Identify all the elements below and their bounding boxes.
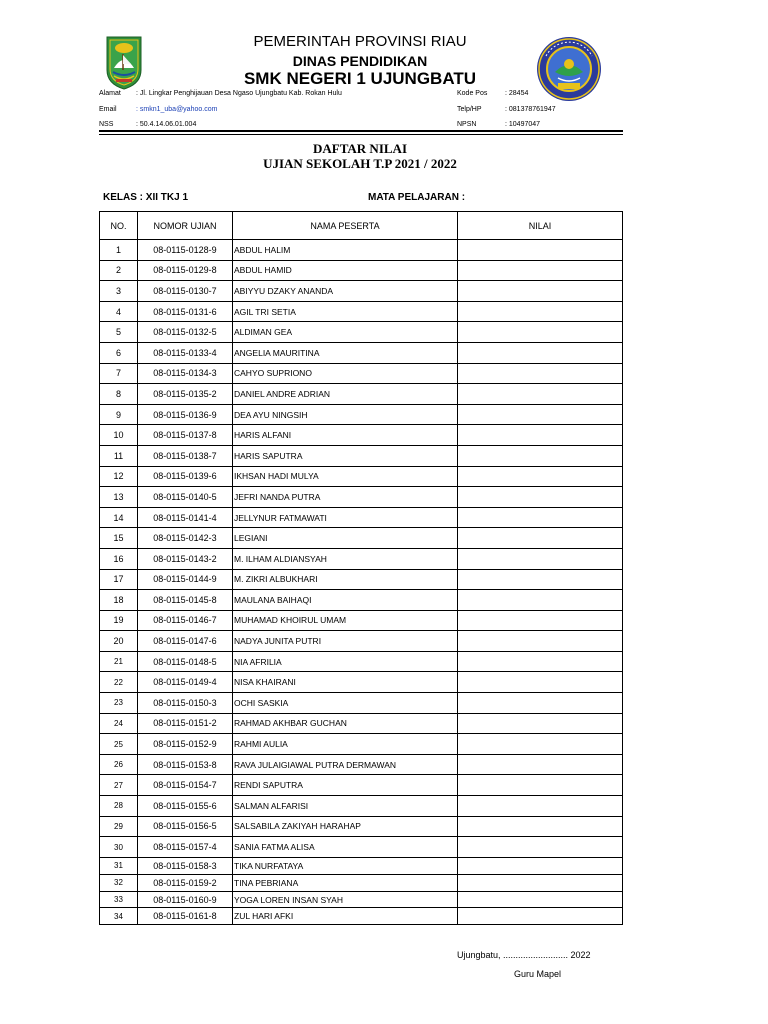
nss-value: : 50.4.14.06.01.004	[136, 121, 197, 128]
score-cell[interactable]	[458, 342, 623, 363]
score-cell[interactable]	[458, 796, 623, 817]
row-number: 17	[100, 569, 138, 590]
participant-name: M. ZIKRI ALBUKHARI	[233, 569, 458, 590]
participant-name: HARIS SAPUTRA	[233, 445, 458, 466]
exam-number: 08-0115-0140-5	[138, 487, 233, 508]
score-cell[interactable]	[458, 384, 623, 405]
score-cell[interactable]	[458, 713, 623, 734]
column-header-score: NILAI	[458, 212, 623, 240]
row-number: 9	[100, 404, 138, 425]
exam-number: 08-0115-0131-6	[138, 301, 233, 322]
exam-number: 08-0115-0130-7	[138, 281, 233, 302]
exam-number: 08-0115-0128-9	[138, 240, 233, 261]
row-number: 8	[100, 384, 138, 405]
exam-number: 08-0115-0132-5	[138, 322, 233, 343]
table-row	[100, 610, 623, 631]
exam-number: 08-0115-0158-3	[138, 857, 233, 874]
table-row	[100, 342, 623, 363]
exam-number: 08-0115-0142-3	[138, 528, 233, 549]
exam-number: 08-0115-0138-7	[138, 445, 233, 466]
participant-name: ABIYYU DZAKY ANANDA	[233, 281, 458, 302]
row-number: 25	[100, 734, 138, 755]
table-row	[100, 754, 623, 775]
score-cell[interactable]	[458, 301, 623, 322]
table-row	[100, 837, 623, 858]
participant-name: NISA KHAIRANI	[233, 672, 458, 693]
table-row	[100, 590, 623, 611]
exam-number: 08-0115-0146-7	[138, 610, 233, 631]
row-number: 21	[100, 651, 138, 672]
participant-name: SALSABILA ZAKIYAH HARAHAP	[233, 816, 458, 837]
government-heading: PEMERINTAH PROVINSI RIAU	[253, 33, 467, 50]
phone-label: Telp/HP	[457, 106, 482, 113]
participant-name: CAHYO SUPRIONO	[233, 363, 458, 384]
score-cell[interactable]	[458, 445, 623, 466]
header-divider-thick	[99, 130, 623, 132]
exam-number: 08-0115-0136-9	[138, 404, 233, 425]
table-row	[100, 363, 623, 384]
npsn-value: : 10497047	[505, 121, 541, 128]
exam-number: 08-0115-0151-2	[138, 713, 233, 734]
score-cell[interactable]	[458, 363, 623, 384]
exam-number: 08-0115-0160-9	[138, 891, 233, 908]
table-row	[100, 322, 623, 343]
column-header-participant-name: NAMA PESERTA	[233, 212, 458, 240]
table-row	[100, 693, 623, 714]
document-title: DAFTAR NILAI	[312, 141, 407, 156]
table-row	[100, 445, 623, 466]
score-cell[interactable]	[458, 466, 623, 487]
participant-name: YOGA LOREN INSAN SYAH	[233, 891, 458, 908]
participant-name: JELLYNUR FATMAWATI	[233, 507, 458, 528]
row-number: 26	[100, 754, 138, 775]
table-row	[100, 672, 623, 693]
score-cell[interactable]	[458, 891, 623, 908]
row-number: 23	[100, 693, 138, 714]
row-number: 3	[100, 281, 138, 302]
score-cell[interactable]	[458, 734, 623, 755]
row-number: 31	[100, 857, 138, 874]
email-label: Email	[99, 106, 117, 113]
row-number: 27	[100, 775, 138, 796]
row-number: 1	[100, 240, 138, 261]
table-row	[100, 260, 623, 281]
score-cell[interactable]	[458, 528, 623, 549]
exam-number: 08-0115-0157-4	[138, 837, 233, 858]
address-value: : Jl. Lingkar Penghijauan Desa Ngaso Ujungbatu Kab. Rokan Hulu	[136, 90, 342, 97]
score-cell[interactable]	[458, 672, 623, 693]
table-row	[100, 301, 623, 322]
row-number: 5	[100, 322, 138, 343]
column-header-exam-number: NOMOR UJIAN	[138, 212, 233, 240]
table-row	[100, 891, 623, 908]
column-header-no: NO.	[100, 212, 138, 240]
department-heading: DINAS PENDIDIKAN	[292, 53, 428, 69]
participant-name: RAVA JULAIGIAWAL PUTRA DERMAWAN	[233, 754, 458, 775]
row-number: 15	[100, 528, 138, 549]
nss-label: NSS	[99, 121, 114, 128]
score-cell[interactable]	[458, 281, 623, 302]
exam-number: 08-0115-0143-2	[138, 548, 233, 569]
participant-name: JEFRI NANDA PUTRA	[233, 487, 458, 508]
participant-name: RENDI SAPUTRA	[233, 775, 458, 796]
participant-name: LEGIANI	[233, 528, 458, 549]
participant-name: RAHMI AULIA	[233, 734, 458, 755]
document-subtitle: UJIAN SEKOLAH T.P 2021 / 2022	[263, 156, 457, 171]
exam-number: 08-0115-0139-6	[138, 466, 233, 487]
exam-number: 08-0115-0129-8	[138, 260, 233, 281]
exam-number: 08-0115-0141-4	[138, 507, 233, 528]
exam-number: 08-0115-0148-5	[138, 651, 233, 672]
table-row	[100, 569, 623, 590]
score-cell[interactable]	[458, 260, 623, 281]
score-cell[interactable]	[458, 908, 623, 925]
exam-number: 08-0115-0144-9	[138, 569, 233, 590]
grades-table	[99, 211, 623, 925]
row-number: 20	[100, 631, 138, 652]
score-cell[interactable]	[458, 874, 623, 891]
participant-name: ANGELIA MAURITINA	[233, 342, 458, 363]
school-name-heading: SMK NEGERI 1 UJUNGBATU	[243, 69, 477, 88]
row-number: 19	[100, 610, 138, 631]
table-row	[100, 816, 623, 837]
exam-number: 08-0115-0155-6	[138, 796, 233, 817]
row-number: 11	[100, 445, 138, 466]
table-row	[100, 548, 623, 569]
score-cell[interactable]	[458, 610, 623, 631]
row-number: 24	[100, 713, 138, 734]
signer-title: Guru Mapel	[514, 969, 562, 979]
table-row	[100, 281, 623, 302]
score-cell[interactable]	[458, 548, 623, 569]
participant-name: ABDUL HAMID	[233, 260, 458, 281]
exam-number: 08-0115-0145-8	[138, 590, 233, 611]
table-row	[100, 651, 623, 672]
row-number: 10	[100, 425, 138, 446]
participant-name: MAULANA BAIHAQI	[233, 590, 458, 611]
row-number: 4	[100, 301, 138, 322]
score-cell[interactable]	[458, 816, 623, 837]
score-cell[interactable]	[458, 775, 623, 796]
row-number: 6	[100, 342, 138, 363]
score-cell[interactable]	[458, 693, 623, 714]
score-cell[interactable]	[458, 404, 623, 425]
exam-number: 08-0115-0134-3	[138, 363, 233, 384]
row-number: 34	[100, 908, 138, 925]
participant-name: IKHSAN HADI MULYA	[233, 466, 458, 487]
exam-number: 08-0115-0149-4	[138, 672, 233, 693]
exam-number: 08-0115-0137-8	[138, 425, 233, 446]
participant-name: TIKA NURFATAYA	[233, 857, 458, 874]
npsn-label: NPSN	[457, 121, 477, 128]
row-number: 30	[100, 837, 138, 858]
participant-name: NIA AFRILIA	[233, 651, 458, 672]
postal-code-label: Kode Pos	[457, 90, 488, 97]
score-cell[interactable]	[458, 487, 623, 508]
row-number: 12	[100, 466, 138, 487]
table-body	[100, 240, 623, 925]
table-row	[100, 857, 623, 874]
exam-number: 08-0115-0154-7	[138, 775, 233, 796]
table-row	[100, 874, 623, 891]
table-row	[100, 734, 623, 755]
score-cell[interactable]	[458, 837, 623, 858]
row-number: 22	[100, 672, 138, 693]
exam-number: 08-0115-0161-8	[138, 908, 233, 925]
row-number: 16	[100, 548, 138, 569]
score-cell[interactable]	[458, 590, 623, 611]
table-row	[100, 384, 623, 405]
participant-name: MUHAMAD KHOIRUL UMAM	[233, 610, 458, 631]
participant-name: ALDIMAN GEA	[233, 322, 458, 343]
table-row	[100, 425, 623, 446]
participant-name: M. ILHAM ALDIANSYAH	[233, 548, 458, 569]
participant-name: SALMAN ALFARISI	[233, 796, 458, 817]
score-cell[interactable]	[458, 425, 623, 446]
exam-number: 08-0115-0150-3	[138, 693, 233, 714]
place-date: Ujungbatu, .......................... 2022	[457, 950, 591, 960]
participant-name: NADYA JUNITA PUTRI	[233, 631, 458, 652]
score-cell[interactable]	[458, 857, 623, 874]
table-row	[100, 507, 623, 528]
row-number: 32	[100, 874, 138, 891]
exam-number: 08-0115-0159-2	[138, 874, 233, 891]
score-cell[interactable]	[458, 507, 623, 528]
participant-name: TINA PEBRIANA	[233, 874, 458, 891]
table-row	[100, 796, 623, 817]
table-row	[100, 487, 623, 508]
table-row	[100, 404, 623, 425]
row-number: 7	[100, 363, 138, 384]
row-number: 33	[100, 891, 138, 908]
table-row	[100, 908, 623, 925]
header-divider-thin	[99, 134, 623, 135]
row-number: 28	[100, 796, 138, 817]
row-number: 13	[100, 487, 138, 508]
exam-number: 08-0115-0135-2	[138, 384, 233, 405]
score-cell[interactable]	[458, 631, 623, 652]
exam-number: 08-0115-0133-4	[138, 342, 233, 363]
exam-number: 08-0115-0147-6	[138, 631, 233, 652]
class-label: KELAS : XII TKJ 1	[103, 192, 189, 203]
exam-number: 08-0115-0153-8	[138, 754, 233, 775]
table-row	[100, 528, 623, 549]
table-header-row	[100, 212, 623, 240]
row-number: 18	[100, 590, 138, 611]
address-label: Alamat	[99, 90, 121, 97]
participant-name: ZUL HARI AFKI	[233, 908, 458, 925]
table-row	[100, 631, 623, 652]
score-cell[interactable]	[458, 754, 623, 775]
exam-number: 08-0115-0156-5	[138, 816, 233, 837]
row-number: 14	[100, 507, 138, 528]
exam-number: 08-0115-0152-9	[138, 734, 233, 755]
participant-name: DANIEL ANDRE ADRIAN	[233, 384, 458, 405]
score-cell[interactable]	[458, 651, 623, 672]
subject-label: MATA PELAJARAN :	[368, 192, 466, 203]
table-row	[100, 240, 623, 261]
table-row	[100, 466, 623, 487]
participant-name: DEA AYU NINGSIH	[233, 404, 458, 425]
row-number: 29	[100, 816, 138, 837]
participant-name: AGIL TRI SETIA	[233, 301, 458, 322]
participant-name: RAHMAD AKHBAR GUCHAN	[233, 713, 458, 734]
participant-name: SANIA FATMA ALISA	[233, 837, 458, 858]
score-cell[interactable]	[458, 322, 623, 343]
table-row	[100, 775, 623, 796]
table-row	[100, 713, 623, 734]
participant-name: OCHI SASKIA	[233, 693, 458, 714]
phone-value: : 081378761947	[505, 106, 556, 113]
email-value[interactable]: : smkn1_uba@yahoo.com	[136, 106, 218, 113]
row-number: 2	[100, 260, 138, 281]
participant-name: ABDUL HALIM	[233, 240, 458, 261]
postal-code-value: : 28454	[505, 90, 529, 97]
score-cell[interactable]	[458, 240, 623, 261]
participant-name: HARIS ALFANI	[233, 425, 458, 446]
score-cell[interactable]	[458, 569, 623, 590]
